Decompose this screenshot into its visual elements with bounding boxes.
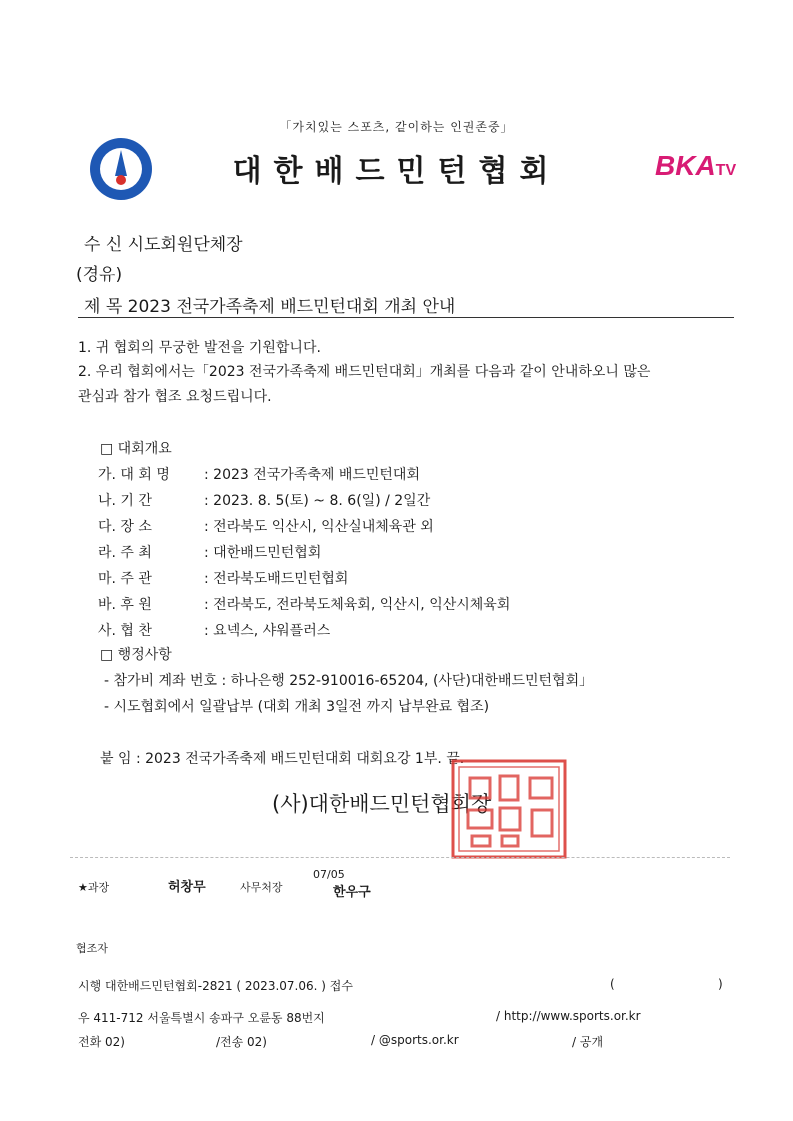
via-line: (경유) [76, 265, 123, 285]
item-value: : 요넥스, 샤워플러스 [204, 623, 331, 639]
section-admin-title: □ 행정사항 [100, 647, 172, 663]
item-label: 바. 후 원 [98, 597, 152, 613]
phone-number: 전화 02) [78, 1035, 125, 1049]
website-link[interactable]: / http://www.sports.or.kr [496, 1009, 641, 1023]
attachment-line: 붙 임 : 2023 전국가족축제 배드민턴대회 대회요강 1부. 끝. [100, 751, 465, 767]
section-overview-title: □ 대회개요 [100, 441, 172, 457]
paragraph-2-continued: 관심과 참가 협조 요청드립니다. [78, 389, 272, 405]
item-value: : 전라북도 익산시, 익산실내체육관 외 [204, 519, 434, 535]
paragraph-1: 1. 귀 협회의 무궁한 발전을 기원합니다. [78, 340, 321, 356]
approver-name: 허창무 [168, 880, 206, 895]
overview-item [98, 568, 348, 588]
overview-item [98, 594, 510, 614]
slogan: 「가치있는 스포츠, 같이하는 인권존중」 [279, 120, 514, 134]
item-label: 사. 협 찬 [98, 623, 152, 639]
overview-item [98, 620, 330, 640]
item-label: 다. 장 소 [98, 519, 152, 535]
approver-role: 사무처장 [240, 881, 283, 894]
item-value: : 2023. 8. 5(토) ~ 8. 6(일) / 2일간 [204, 493, 431, 509]
item-value: : 전라북도, 전라북도체육회, 익산시, 익산시체육회 [204, 597, 511, 613]
reception-open: ( [610, 977, 615, 991]
fax-number: /전송 02) [216, 1035, 267, 1049]
recipient-line: 수 신 시도회원단체장 [84, 235, 243, 255]
overview-item [98, 490, 430, 510]
paragraph-2: 2. 우리 협회에서는「2023 전국가족축제 배드민턴대회」개최를 다음과 같이 안내하오니 많은 [78, 364, 651, 380]
official-seal-icon [450, 758, 568, 860]
execution-line: 시행 대한배드민턴협회-2821 ( 2023.07.06. ) 접수 [78, 979, 353, 993]
subject-underline [78, 317, 734, 318]
disclosure-status: / 공개 [572, 1035, 604, 1049]
tv-logo-text: TV [715, 162, 737, 179]
email-address[interactable]: / @sports.or.kr [371, 1033, 459, 1047]
cooperator-label: 협조자 [76, 942, 108, 955]
item-value: : 2023 전국가족축제 배드민턴대회 [204, 467, 420, 483]
item-label: 마. 주 관 [98, 571, 152, 587]
item-value: : 전라북도배드민턴협회 [204, 571, 349, 587]
admin-item: - 참가비 계좌 번호 : 하나은행 252-910016-65204, (사단)대한배드민턴협회」 [104, 673, 594, 689]
item-label: 라. 주 최 [98, 545, 152, 561]
item-label: 가. 대 회 명 [98, 467, 170, 483]
approval-date: 07/05 [313, 868, 345, 881]
reception-close: ) [718, 977, 723, 991]
item-label: 나. 기 간 [98, 493, 152, 509]
postal-address: 우 411-712 서울특별시 송파구 오륜동 88번지 [78, 1011, 325, 1025]
approver-name: 한우구 [333, 885, 371, 900]
overview-item [98, 542, 321, 562]
bka-logo-text: BKA [655, 150, 716, 181]
approver-role: ★과장 [78, 881, 110, 894]
overview-item [98, 464, 420, 484]
bka-tv-logo [655, 150, 737, 196]
admin-item: - 시도협회에서 일괄납부 (대회 개최 3일전 까지 납부완료 협조) [104, 699, 490, 715]
overview-item [98, 516, 434, 536]
issuer-title: (사)대한배드민턴협회장 [272, 792, 492, 816]
subject-line: 제 목 2023 전국가족축제 배드민턴대회 개최 안내 [84, 297, 456, 317]
organization-title: 대한배드민턴협회 [232, 154, 561, 189]
item-value: : 대한배드민턴협회 [204, 545, 322, 561]
divider-line [70, 857, 730, 858]
